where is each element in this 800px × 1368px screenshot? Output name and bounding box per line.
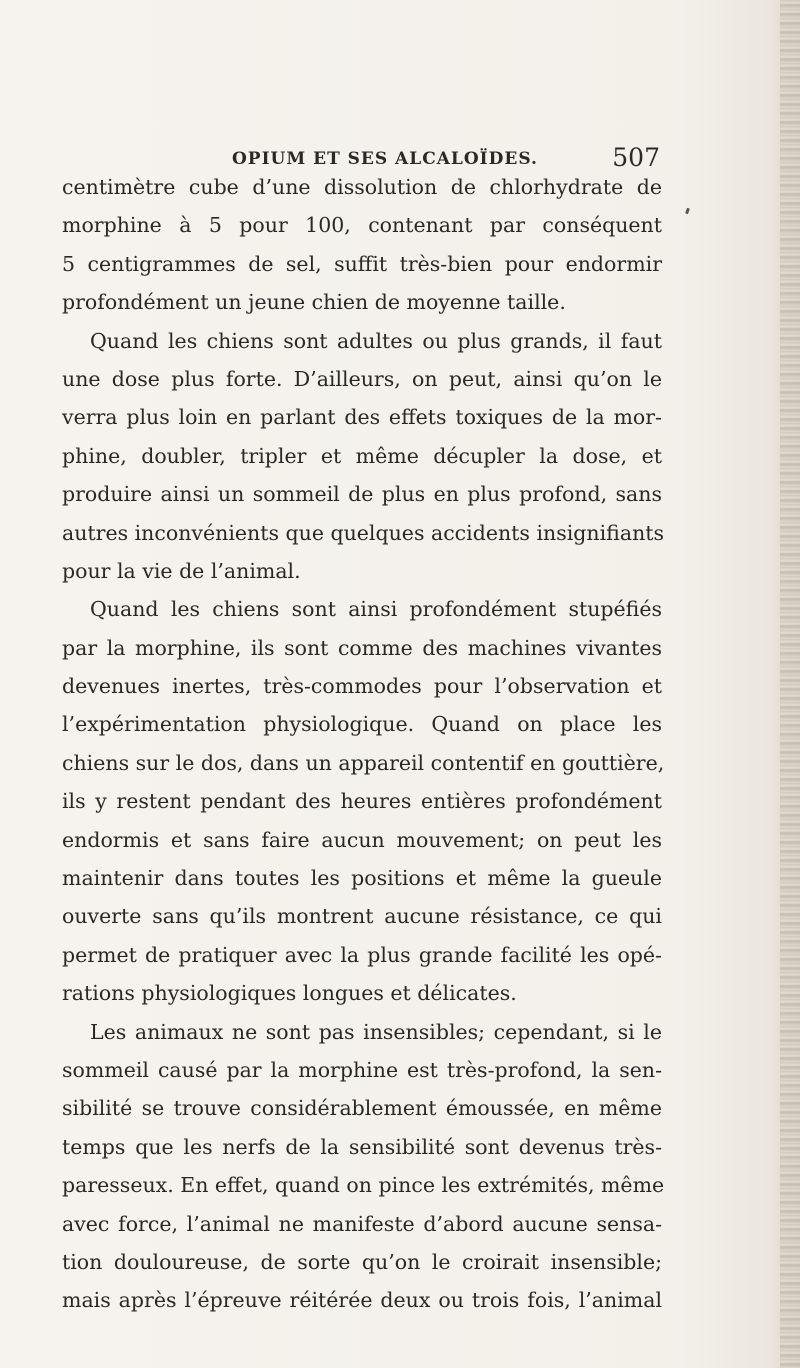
text-line: produire ainsi un sommeil de plus en plus profond, sans xyxy=(62,482,662,507)
paragraph-start-line: Les animaux ne sont pas insensibles; cependant, si le xyxy=(90,1019,662,1044)
text-line: endormis et sans faire aucun mouvement; on peut les xyxy=(62,827,662,852)
text-line: phine, doubler, tripler et même décupler la dose, et xyxy=(62,443,662,468)
text-line: pour la vie de l’animal. xyxy=(62,558,301,583)
page-number: 507 xyxy=(612,143,660,172)
text-line: l’expérimentation physiologique. Quand on place les xyxy=(62,712,662,737)
text-line: par la morphine, ils sont comme des machines vivantes xyxy=(62,635,662,660)
text-line: centimètre cube d’une dissolution de chlorhydrate de xyxy=(62,175,662,199)
text-line: sibilité se trouve considérablement émoussée, en même xyxy=(62,1096,662,1121)
text-line: temps que les nerfs de la sensibilité sont devenus très- xyxy=(62,1134,662,1159)
running-title: OPIUM ET SES ALCALOÏDES. xyxy=(232,149,538,169)
paragraph-start-line: Quand les chiens sont ainsi profondément stupéfiés xyxy=(90,597,662,622)
text-line: tion douloureuse, de sorte qu’on le croirait insensible; xyxy=(62,1249,662,1274)
text-line: chiens sur le dos, dans un appareil contentif en gouttière, xyxy=(62,750,665,775)
text-line: avec force, l’animal ne manifeste d’abord aucune sensa- xyxy=(62,1211,662,1236)
page-edge xyxy=(780,0,800,1368)
paragraph-start-line: Quand les chiens sont adultes ou plus grands, il faut xyxy=(90,328,662,353)
text-line: 5 centigrammes de sel, suffit très-bien pour endormir xyxy=(62,251,662,276)
text-line: ils y restent pendant des heures entières profondément xyxy=(62,789,662,814)
text-line: devenues inertes, très-commodes pour l’observation et xyxy=(62,674,662,699)
text-line: permet de pratiquer avec la plus grande facilité les opé- xyxy=(62,942,662,967)
text-line: verra plus loin en parlant des effets toxiques de la mor- xyxy=(62,405,662,430)
text-line: ouverte sans qu’ils montrent aucune résistance, ce qui xyxy=(62,904,662,929)
text-line: une dose plus forte. D’ailleurs, on peut, ainsi qu’on le xyxy=(62,366,662,391)
text-line: morphine à 5 pour 100, contenant par conséquent xyxy=(62,213,662,238)
text-line: rations physiologiques longues et délicates. xyxy=(62,981,517,1006)
text-line: sommeil causé par la morphine est très-profond, la sen- xyxy=(62,1057,662,1082)
text-line: mais après l’épreuve réitérée deux ou trois fois, l’animal xyxy=(62,1288,662,1313)
text-line: paresseux. En effet, quand on pince les extrémités, même xyxy=(62,1173,665,1198)
text-line: maintenir dans toutes les positions et même la gueule xyxy=(62,866,662,891)
text-line: profondément un jeune chien de moyenne taille. xyxy=(62,290,566,315)
text-line: autres inconvénients que quelques accidents insignifiants xyxy=(62,520,665,545)
body-text xyxy=(62,168,665,1320)
